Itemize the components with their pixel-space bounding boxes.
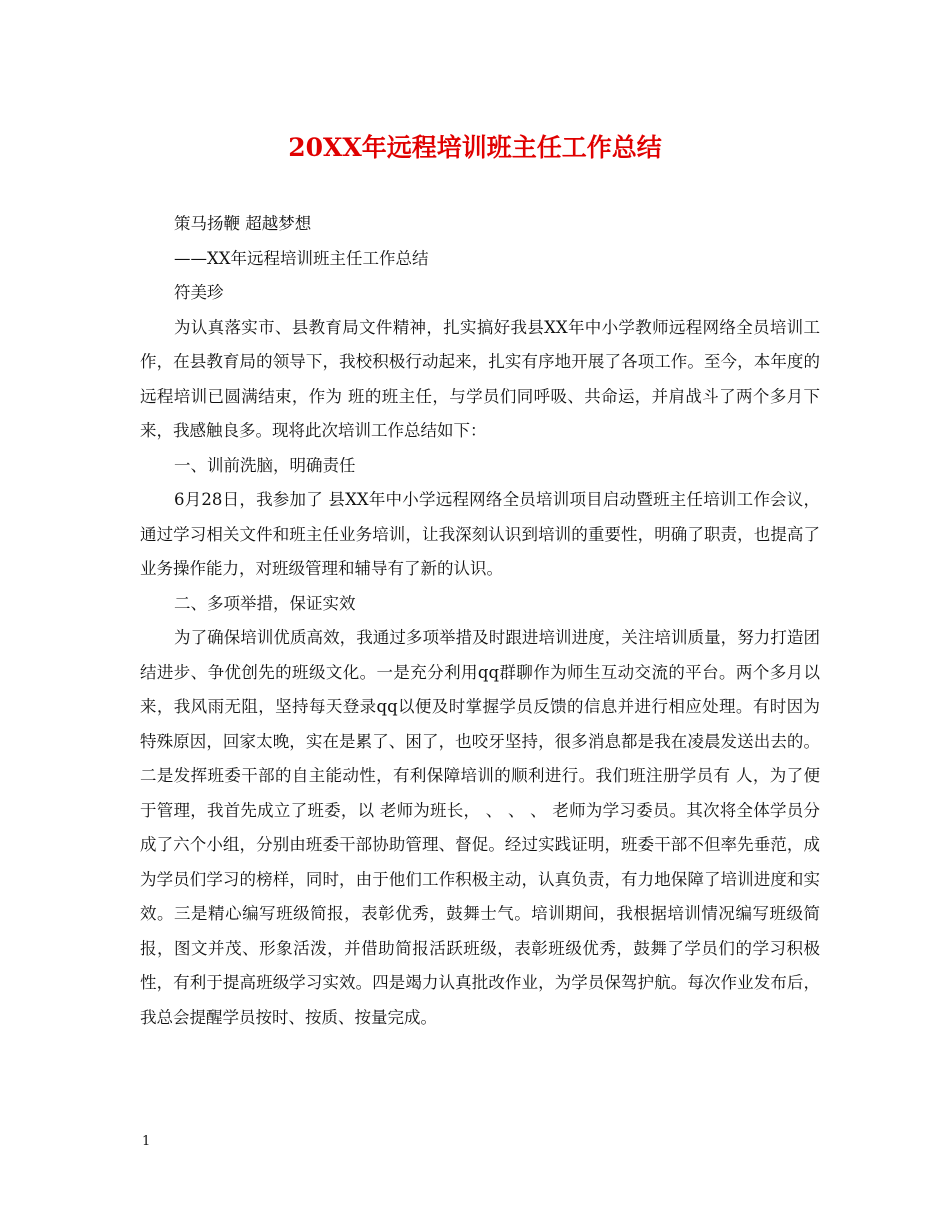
document-body bbox=[140, 207, 820, 1035]
page-number: 1 bbox=[142, 1134, 151, 1149]
subtitle-heading: ——XX年远程培训班主任工作总结 bbox=[174, 248, 429, 268]
section-2-paragraph: 为了确保培训优质高效，我通过多项举措及时跟进培训进度，关注培训质量，努力打造团结进步、争优创先的班级文化。一是充分利用qq群聊作为师生互动交流的平台。两个多月以来，我风雨无阻，坚持每天登录qq以便及时掌握学员反馈的信息并进行相应处理。有时因为特殊原因，回家太晚，实在是累了、困了，也咬牙坚持，很多消息都是我在凌晨发送出去的。二是发挥班委干部的自主能动性，有利保障培训的顺利进行。我们班注册学员有 人，为了便于管理，我首先成立了班委，以 老师为班长， 、 、 、 老师为学习委员。其次将全体学员分成了六个小组，分别由班委干部协助管理、督促。经过实践证明，班委干部不但率先垂范，成为学员们学习的榜样，同时，由于他们工作积极主动，认真负责，有力地保障了培训进度和实效。三是精心编写班级简报，表彰优秀，鼓舞士气。培训期间，我根据培训情况编写班级简报，图文并茂、形象活泼，并借助简报活跃班级，表彰班级优秀，鼓舞了学员们的学习积极性，有利于提高班级学习实效。四是竭力认真批改作业，为学员保驾护航。每次作业发布后，我总会提醒学员按时、按质、按量完成。 bbox=[140, 628, 820, 1027]
document-title: 20XX年远程培训班主任工作总结 bbox=[288, 133, 662, 162]
section-heading-2: 二、多项举措，保证实效 bbox=[174, 593, 356, 613]
subtitle-slogan: 策马扬鞭 超越梦想 bbox=[174, 214, 312, 233]
author-name: 符美珍 bbox=[174, 283, 224, 302]
section-1-paragraph: 6月28日，我参加了 县XX年中小学远程网络全员培训项目启动暨班主任培训工作会议，通过学习相关文件和班主任业务培训，让我深刻认识到培训的重要性，明确了职责，也提高了业务操作能力，对班级管理和辅导有了新的认识。 bbox=[140, 490, 820, 578]
intro-paragraph: 为认真落实市、县教育局文件精神，扎实搞好我县XX年中小学教师远程网络全员培训工作，在县教育局的领导下，我校积极行动起来，扎实有序地开展了各项工作。至今，本年度的远程培训已圆满结束，作为 班的班主任，与学员们同呼吸、共命运，并肩战斗了两个多月下来，我感触良多。现将此次培训工作总结如下： bbox=[140, 317, 820, 440]
section-heading-1: 一、训前洗脑，明确责任 bbox=[174, 455, 356, 475]
